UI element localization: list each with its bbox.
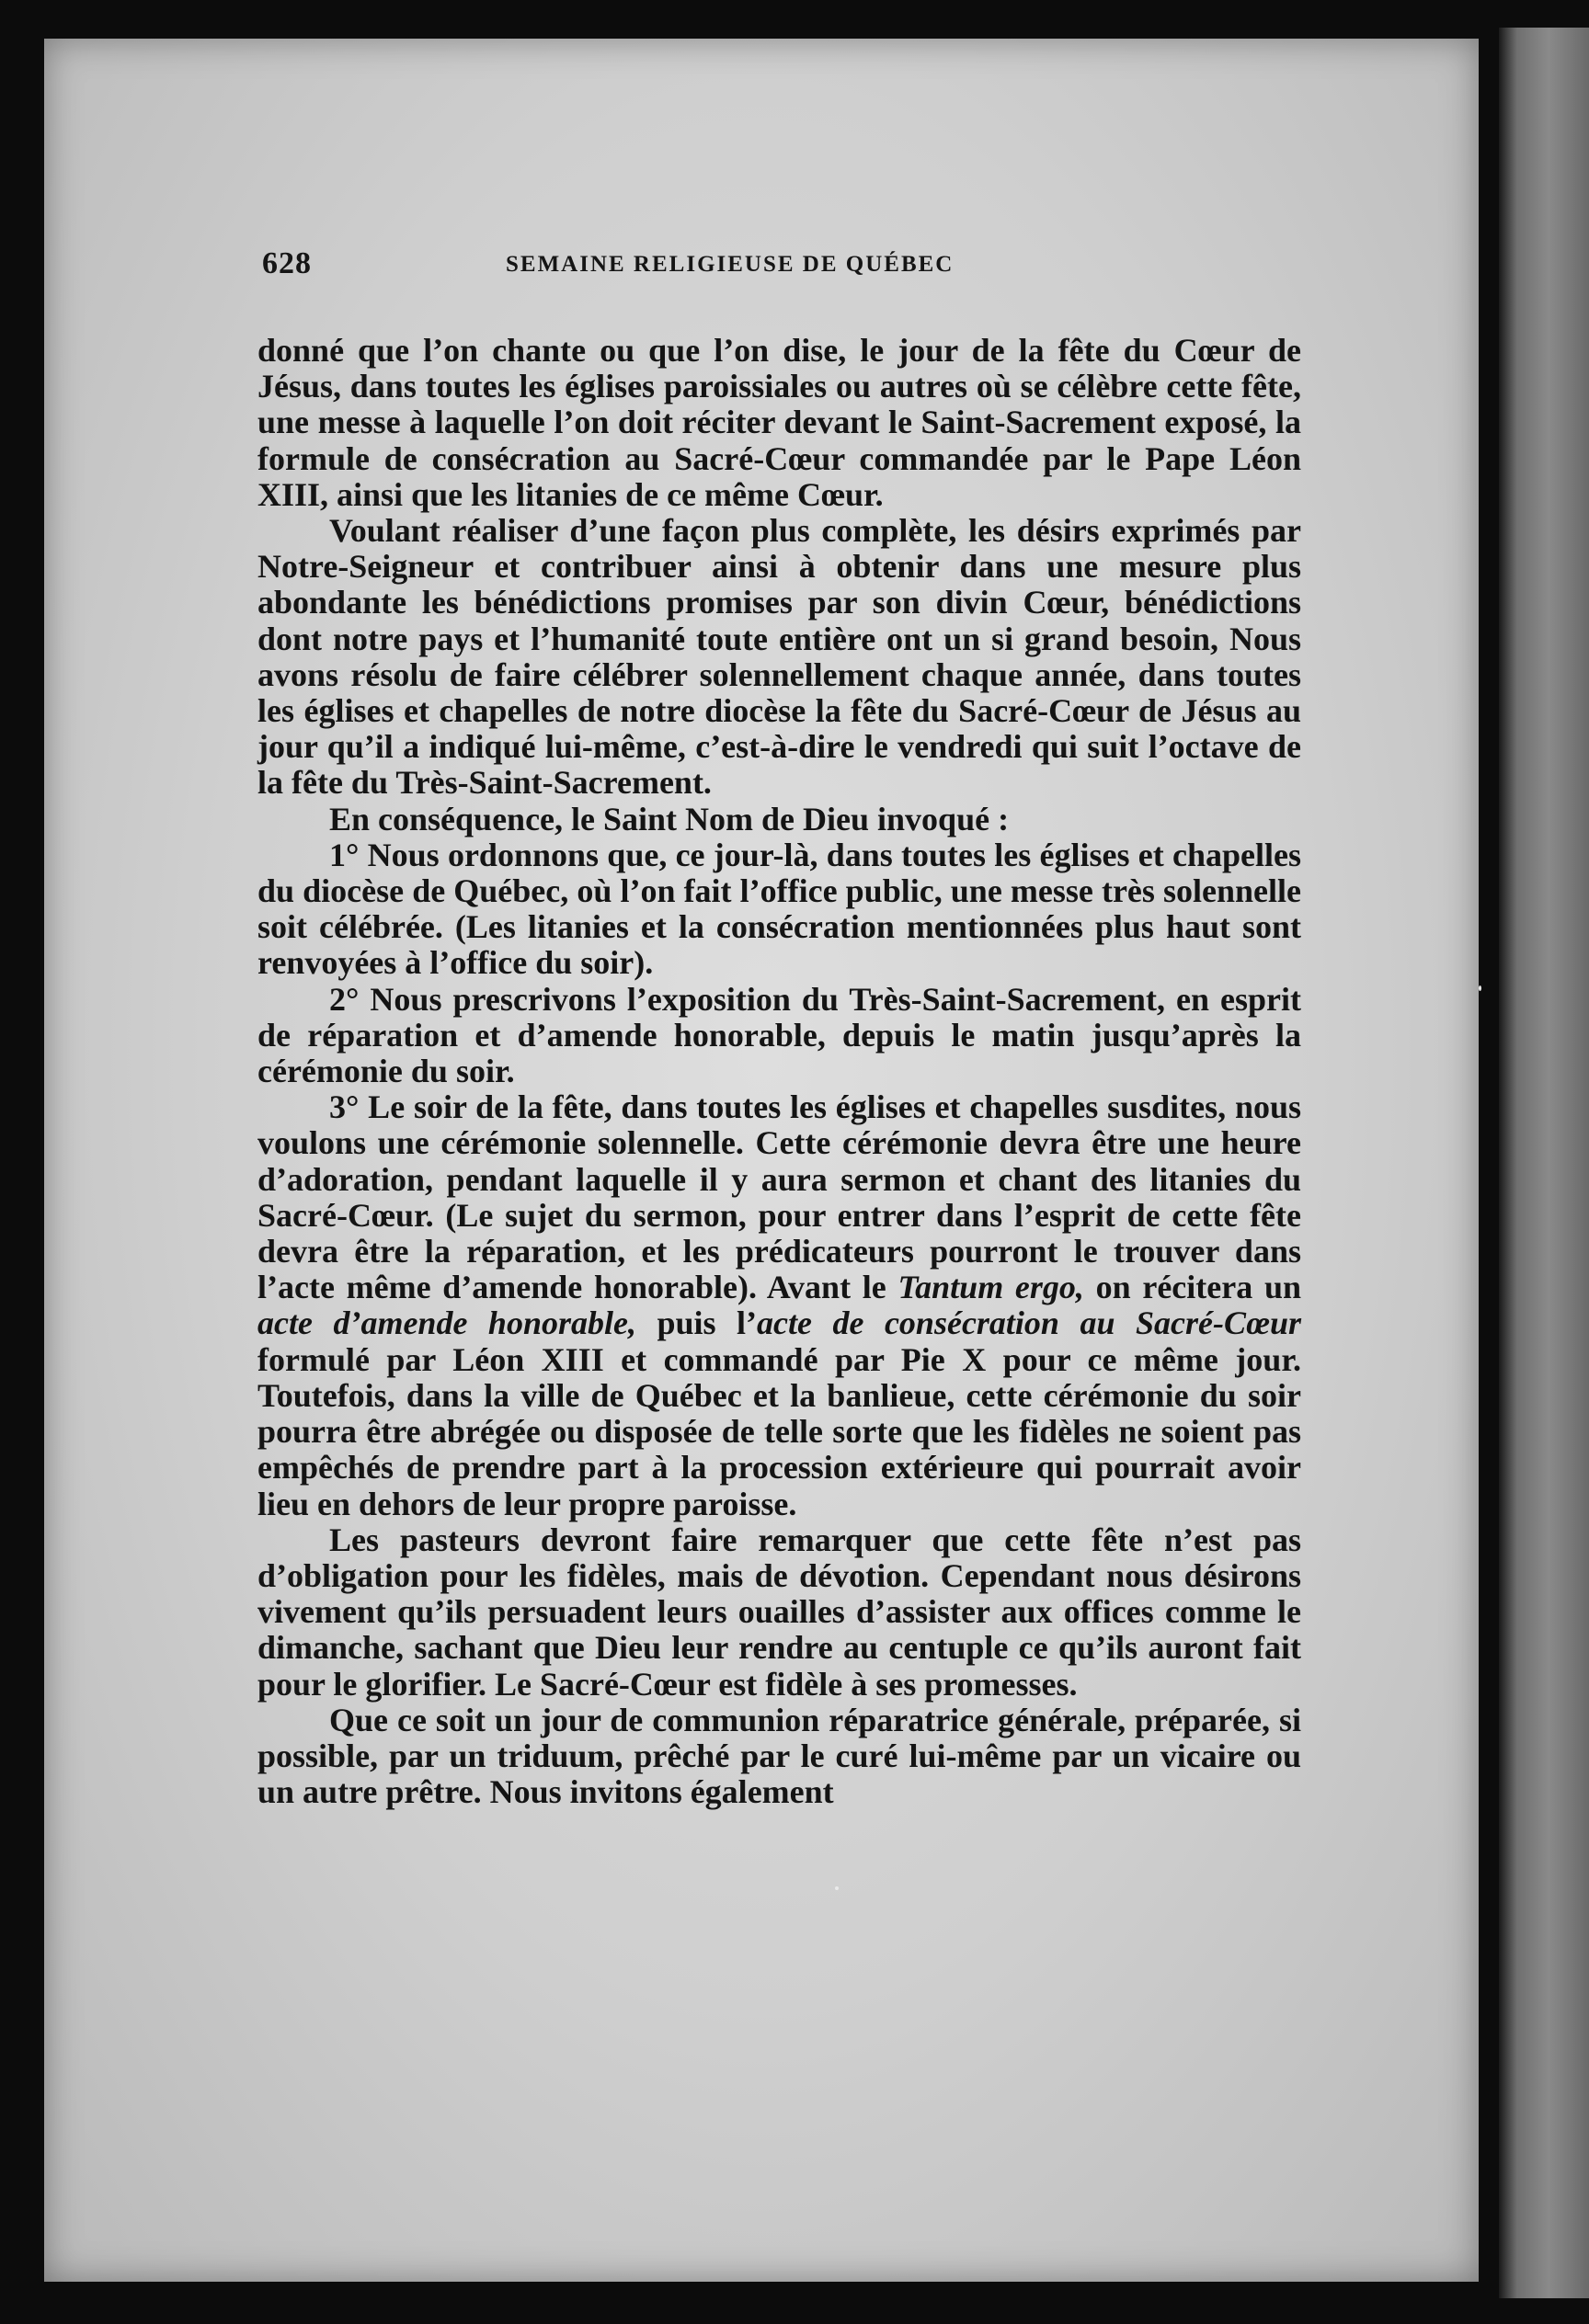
scan-speck [835, 1886, 839, 1890]
body-text [257, 333, 1301, 1810]
paragraph: Voulant réaliser d’une façon plus complète, les désirs exprimés par Notre-Seigneur et contribuer ainsi à obtenir dans une mesure plus abondante les bénédictions promises par son divin Cœur, bénédictions dont notre pays et l’humanité toute entière ont un si grand besoin, Nous avons résolu de faire célébrer solennellement chaque année, dans toutes les églises et chapelles de notre diocèse la fête du Sacré-Cœur de Jésus au jour qu’il a indiqué lui-même, c’est-à-dire le vendredi qui suit l’octave de la fête du Très-Saint-Sacrement. [257, 512, 1301, 802]
scan-speck [1479, 985, 1481, 991]
paragraph: donné que l’on chante ou que l’on dise, le jour de la fête du Cœur de Jésus, dans toutes les églises paroissiales ou autres où se célèbre cette fête, une messe à laquelle l’on doit réciter devant le Saint-Sacrement exposé, la formule de consécration au Sacré-Cœur commandée par le Pape Léon XIII, ainsi que les litanies de ce même Cœur. [257, 332, 1301, 513]
page-header [262, 246, 1301, 283]
italic-term: acte de consécration au Sacré-Cœur [757, 1304, 1301, 1342]
paragraph [257, 1089, 1301, 1521]
text-run: 3° Le soir de la fête, dans toutes les églises et chapelles susdites, nous voulons une cérémonie solennelle. Cette cérémonie devra être une heure d’adoration, pendant laquelle il y aura sermon et chant des litanies du Sacré-Cœur. (Le sujet du sermon, pour entrer dans l’esprit de cette fête devra être la réparation, et les prédicateurs pourront le trouver dans l’acte même d’amende honorable). Avant le [257, 1088, 1301, 1306]
paragraph: Que ce soit un jour de communion réparatrice générale, préparée, si possible, par un triduum, prêché par le curé lui-même par un vicaire ou un autre prêtre. Nous invitons également [257, 1701, 1301, 1811]
paragraph: Les pasteurs devront faire remarquer que cette fête n’est pas d’obligation pour les fidèles, mais de dévotion. Cependant nous désirons vivement qu’ils persuadent leurs ouailles d’assister aux offices comme le dimanche, sachant que Dieu leur rendre au centuple ce qu’ils auront fait pour le glorifier. Le Sacré-Cœur est fidèle à ses promesses. [257, 1521, 1301, 1703]
text-run: puis l’ [635, 1304, 758, 1342]
paragraph: En conséquence, le Saint Nom de Dieu invoqué : [329, 800, 1010, 837]
adjacent-page-edge [1499, 28, 1589, 2298]
running-title: SEMAINE RELIGIEUSE DE QUÉBEC [506, 252, 955, 277]
italic-term: acte d’amende honorable, [257, 1304, 636, 1342]
paragraph: 1° Nous ordonnons que, ce jour-là, dans toutes les églises et chapelles du diocèse de Québec, où l’on fait l’office public, une messe très solennelle soit célébrée. (Les litanies et la consécration mentionnées plus haut sont renvoyées à l’office du soir). [257, 836, 1301, 982]
italic-term: Tantum ergo, [897, 1269, 1084, 1306]
text-run: formulé par Léon XIII et commandé par Pie X pour ce même jour. Toutefois, dans la ville de Québec et la banlieue, cette cérémonie du soir pourra être abrégée ou disposée de telle sorte que les fidèles ne soient pas empêchés de prendre part à la procession extérieure qui pourrait avoir lieu en dehors de leur propre paroisse. [257, 1340, 1301, 1522]
text-run: on récitera un [1083, 1269, 1301, 1306]
paragraph: 2° Nous prescrivons l’exposition du Très-Saint-Sacrement, en esprit de réparation et d’amende honorable, depuis le matin jusqu’après la cérémonie du soir. [257, 980, 1301, 1090]
page-number: 628 [262, 246, 312, 280]
